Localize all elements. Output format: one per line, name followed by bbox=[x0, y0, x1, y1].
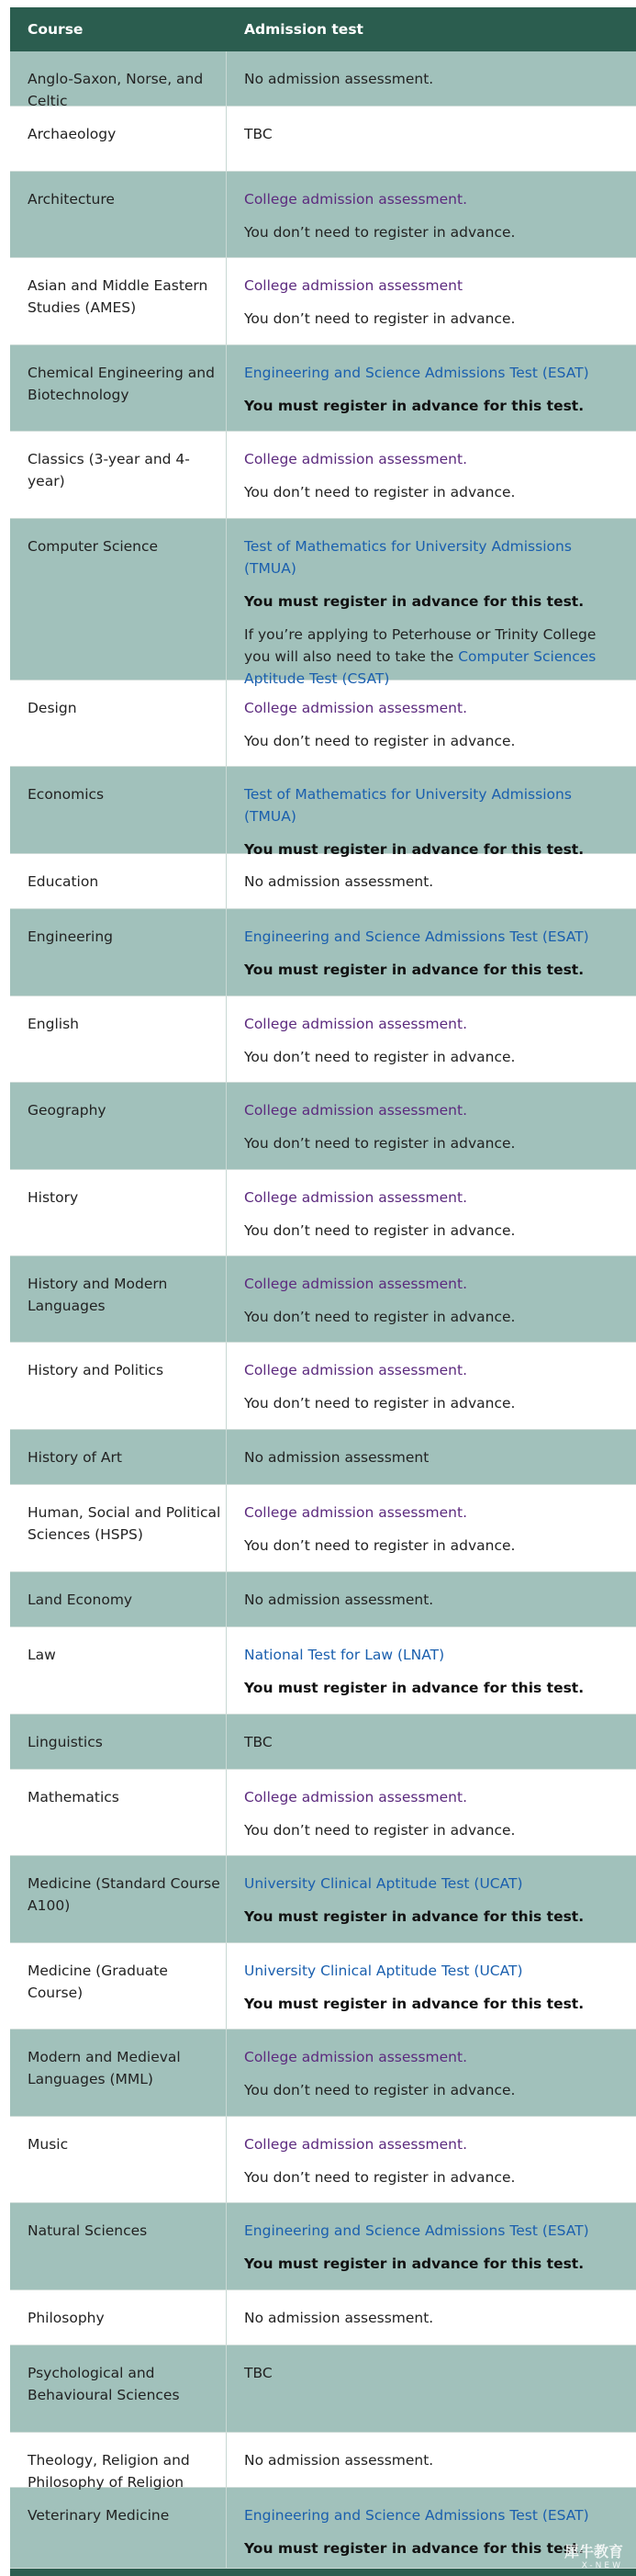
table-row bbox=[10, 767, 636, 858]
registration-note: You must register in advance for this test. bbox=[244, 841, 585, 858]
note-text: TBC bbox=[244, 2365, 273, 2381]
note-text: You don’t need to register in advance. bbox=[244, 224, 516, 241]
table-row bbox=[10, 1485, 636, 1572]
registration-note: You must register in advance for this test. bbox=[244, 2540, 585, 2557]
admission-test-cell bbox=[227, 258, 636, 344]
admission-test-cell bbox=[227, 1627, 636, 1714]
admission-test-cell bbox=[227, 854, 636, 908]
table-row bbox=[10, 1715, 636, 1770]
assessment-text bbox=[244, 730, 623, 752]
assessment-text bbox=[244, 2166, 623, 2188]
assessment-line bbox=[244, 275, 623, 297]
assessment-line bbox=[244, 1873, 623, 1895]
admission-test-cell bbox=[227, 2203, 636, 2289]
note-text: TBC bbox=[244, 126, 273, 142]
admission-test-cell bbox=[227, 1943, 636, 2029]
assessment-text bbox=[244, 1731, 623, 1753]
registration-note: You must register in advance for this test. bbox=[244, 1680, 585, 1696]
course-name: Engineering bbox=[10, 909, 227, 996]
admission-test-cell bbox=[227, 519, 636, 687]
note-text: TBC bbox=[244, 1734, 273, 1750]
table-row bbox=[10, 1572, 636, 1627]
course-name: Modern and Medieval Languages (MML) bbox=[10, 2030, 227, 2116]
table-row bbox=[10, 1770, 636, 1856]
table-row bbox=[10, 2117, 636, 2203]
admission-test-cell bbox=[227, 1770, 636, 1855]
assessment-line bbox=[244, 188, 623, 210]
admission-test-cell bbox=[227, 909, 636, 996]
assessment-line bbox=[244, 1359, 623, 1381]
course-name: English bbox=[10, 996, 227, 1082]
csat-link[interactable]: Computer Sciences Aptitude Test (CSAT) bbox=[244, 648, 597, 687]
table-row bbox=[10, 1083, 636, 1170]
admission-test-cell bbox=[227, 51, 636, 106]
assessment-line bbox=[244, 1960, 623, 1982]
course-name: Anglo-Saxon, Norse, and Celtic bbox=[10, 51, 227, 106]
course-name: Economics bbox=[10, 767, 227, 853]
note-text: You don’t need to register in advance. bbox=[244, 1395, 516, 1412]
watermark-main-text: 犀牛教育 bbox=[563, 2543, 623, 2560]
admission-test-cell bbox=[227, 1430, 636, 1484]
course-name: Theology, Religion and Philosophy of Religion bbox=[10, 2433, 227, 2487]
admission-test-cell bbox=[227, 107, 636, 171]
course-name: Computer Science bbox=[10, 519, 227, 680]
assessment-line bbox=[244, 448, 623, 470]
note-text: No admission assessment. bbox=[244, 873, 434, 890]
assessment-link[interactable]: College admission assessment. bbox=[244, 2136, 467, 2153]
assessment-link[interactable]: College admission assessment. bbox=[244, 700, 467, 716]
course-name: Veterinary Medicine bbox=[10, 2488, 227, 2568]
assessment-line bbox=[244, 535, 623, 579]
table-row bbox=[10, 909, 636, 996]
assessment-text bbox=[244, 1392, 623, 1414]
assessment-link[interactable]: Engineering and Science Admissions Test (ESAT) bbox=[244, 2222, 589, 2239]
assessment-line bbox=[244, 362, 623, 384]
course-name: History of Art bbox=[10, 1430, 227, 1484]
assessment-link[interactable]: College admission assessment. bbox=[244, 1189, 467, 1206]
assessment-text bbox=[244, 1819, 623, 1841]
note-text: You don’t need to register in advance. bbox=[244, 310, 516, 327]
note-text: No admission assessment bbox=[244, 1449, 430, 1466]
note-text: You don’t need to register in advance. bbox=[244, 1309, 516, 1325]
table-row bbox=[10, 2488, 636, 2569]
course-name: Medicine (Graduate Course) bbox=[10, 1943, 227, 2029]
assessment-link[interactable]: College admission assessment. bbox=[244, 451, 467, 467]
assessment-link[interactable]: Engineering and Science Admissions Test (ESAT) bbox=[244, 928, 589, 945]
admission-test-cell bbox=[227, 345, 636, 431]
assessment-line bbox=[244, 1187, 623, 1209]
admission-test-cell bbox=[227, 2345, 636, 2432]
assessment-text bbox=[244, 1132, 623, 1154]
registration-note: You must register in advance for this test. bbox=[244, 593, 585, 610]
assessment-line bbox=[244, 1099, 623, 1121]
admission-test-cell bbox=[227, 1343, 636, 1429]
admission-test-cell bbox=[227, 2433, 636, 2487]
assessment-link[interactable]: Test of Mathematics for University Admissions (TMUA) bbox=[244, 538, 572, 577]
assessment-text bbox=[244, 308, 623, 330]
table-row bbox=[10, 107, 636, 172]
table-row bbox=[10, 51, 636, 107]
assessment-text bbox=[244, 1589, 623, 1611]
assessment-line bbox=[244, 783, 623, 827]
course-name: Geography bbox=[10, 1083, 227, 1169]
table-row bbox=[10, 2030, 636, 2117]
table-row bbox=[10, 345, 636, 432]
table-row bbox=[10, 1343, 636, 1430]
course-name: Law bbox=[10, 1627, 227, 1714]
note-text: No admission assessment. bbox=[244, 2452, 434, 2469]
assessment-text bbox=[244, 1220, 623, 1242]
assessment-line bbox=[244, 1644, 623, 1666]
admission-test-cell bbox=[227, 1715, 636, 1769]
note-text: You don’t need to register in advance. bbox=[244, 2082, 516, 2098]
table-bottom-border bbox=[10, 2569, 636, 2576]
course-name: Chemical Engineering and Biotechnology bbox=[10, 345, 227, 431]
course-name: Architecture bbox=[10, 172, 227, 257]
note-text: You don’t need to register in advance. bbox=[244, 733, 516, 749]
assessment-text bbox=[244, 123, 623, 145]
table-header-row bbox=[10, 7, 636, 51]
course-name: Natural Sciences bbox=[10, 2203, 227, 2289]
assessment-text bbox=[244, 1046, 623, 1068]
table-row bbox=[10, 519, 636, 687]
note-text: You don’t need to register in advance. bbox=[244, 1135, 516, 1152]
admission-test-cell bbox=[227, 1856, 636, 1942]
watermark-logo bbox=[564, 2540, 623, 2570]
assessment-link[interactable]: Test of Mathematics for University Admissions (TMUA) bbox=[244, 786, 572, 825]
assessment-text bbox=[244, 68, 623, 90]
assessment-line bbox=[244, 1786, 623, 1808]
registration-note: You must register in advance for this test. bbox=[244, 2255, 585, 2272]
column-header-course: Course bbox=[28, 21, 84, 38]
table-row bbox=[10, 2433, 636, 2491]
note-text: You don’t need to register in advance. bbox=[244, 1049, 516, 1065]
table-row bbox=[10, 2345, 636, 2433]
admission-test-cell bbox=[227, 681, 636, 766]
assessment-text bbox=[244, 871, 623, 893]
assessment-line bbox=[244, 2046, 623, 2068]
course-name: Design bbox=[10, 681, 227, 766]
assessment-text bbox=[244, 2362, 623, 2384]
course-name: Asian and Middle Eastern Studies (AMES) bbox=[10, 258, 227, 344]
table-row bbox=[10, 1856, 636, 1943]
admission-test-cell bbox=[227, 2030, 636, 2116]
course-name: History bbox=[10, 1170, 227, 1255]
course-name: Classics (3-year and 4-year) bbox=[10, 432, 227, 518]
admission-test-cell bbox=[227, 2290, 636, 2345]
note-text: No admission assessment. bbox=[244, 2310, 434, 2326]
assessment-link[interactable]: College admission assessment. bbox=[244, 1504, 467, 1521]
admission-test-cell bbox=[227, 1485, 636, 1571]
assessment-link[interactable]: College admission assessment. bbox=[244, 191, 467, 208]
assessment-text bbox=[244, 2079, 623, 2101]
assessment-line bbox=[244, 1502, 623, 1524]
assessment-link[interactable]: College admission assessment. bbox=[244, 1789, 467, 1805]
course-name: Education bbox=[10, 854, 227, 908]
admission-test-cell bbox=[227, 1170, 636, 1255]
note-text: You don’t need to register in advance. bbox=[244, 1222, 516, 1239]
course-name: Medicine (Standard Course A100) bbox=[10, 1856, 227, 1942]
admission-test-cell bbox=[227, 996, 636, 1082]
note-text: You don’t need to register in advance. bbox=[244, 2169, 516, 2186]
table-row bbox=[10, 432, 636, 519]
assessment-link[interactable]: College admission assessment. bbox=[244, 1276, 467, 1292]
course-name: Mathematics bbox=[10, 1770, 227, 1855]
note-text: You don’t need to register in advance. bbox=[244, 1537, 516, 1554]
assessment-link[interactable]: University Clinical Aptitude Test (UCAT) bbox=[244, 1875, 523, 1892]
assessment-link[interactable]: College admission assessment. bbox=[244, 1102, 467, 1119]
admission-test-cell bbox=[227, 1256, 636, 1342]
table-row bbox=[10, 1170, 636, 1256]
assessment-text bbox=[244, 2307, 623, 2329]
table-row bbox=[10, 1627, 636, 1715]
assessment-line bbox=[244, 697, 623, 719]
table-row bbox=[10, 996, 636, 1083]
assessment-line bbox=[244, 926, 623, 948]
assessment-line bbox=[244, 2133, 623, 2155]
admission-test-cell bbox=[227, 2117, 636, 2202]
assessment-line bbox=[244, 1273, 623, 1295]
column-header-admission-test: Admission test bbox=[244, 21, 363, 38]
assessment-link[interactable]: Engineering and Science Admissions Test (ESAT) bbox=[244, 2507, 589, 2524]
table-row bbox=[10, 2290, 636, 2345]
table-row bbox=[10, 1256, 636, 1343]
note-text: No admission assessment. bbox=[244, 1592, 434, 1608]
course-name: History and Politics bbox=[10, 1343, 227, 1429]
assessment-line bbox=[244, 1013, 623, 1035]
table-body bbox=[10, 51, 636, 2569]
assessment-link[interactable]: Engineering and Science Admissions Test (ESAT) bbox=[244, 365, 589, 381]
table-row bbox=[10, 258, 636, 345]
course-name: Philosophy bbox=[10, 2290, 227, 2345]
course-name: Archaeology bbox=[10, 107, 227, 171]
course-name: Psychological and Behavioural Sciences bbox=[10, 2345, 227, 2432]
assessment-link[interactable]: College admission assessment bbox=[244, 277, 463, 294]
note-text: If you’re applying to Peterhouse or Trinity College you will also need to take the bbox=[244, 626, 597, 665]
course-name: Land Economy bbox=[10, 1572, 227, 1626]
admission-test-cell bbox=[227, 1572, 636, 1626]
admission-test-cell bbox=[227, 1083, 636, 1169]
assessment-text bbox=[244, 1446, 623, 1468]
assessment-link[interactable]: College admission assessment. bbox=[244, 1016, 467, 1032]
course-name: Human, Social and Political Sciences (HSPS) bbox=[10, 1485, 227, 1571]
note-text: No admission assessment. bbox=[244, 71, 434, 87]
note-text: You don’t need to register in advance. bbox=[244, 1822, 516, 1839]
table-row bbox=[10, 1943, 636, 2030]
registration-note: You must register in advance for this test. bbox=[244, 398, 585, 414]
admission-test-cell bbox=[227, 432, 636, 518]
assessment-line bbox=[244, 2504, 623, 2526]
assessment-line bbox=[244, 2220, 623, 2242]
table-row bbox=[10, 854, 636, 909]
registration-note: You must register in advance for this test. bbox=[244, 1908, 585, 1925]
admission-table bbox=[10, 7, 636, 2569]
admission-test-cell bbox=[227, 172, 636, 257]
assessment-text bbox=[244, 481, 623, 503]
assessment-text bbox=[244, 1306, 623, 1328]
course-name: Linguistics bbox=[10, 1715, 227, 1769]
watermark-sub-text: X-NEW bbox=[581, 2561, 623, 2570]
table-row bbox=[10, 1430, 636, 1485]
assessment-link[interactable]: University Clinical Aptitude Test (UCAT) bbox=[244, 1963, 523, 1979]
table-row bbox=[10, 2203, 636, 2290]
table-row bbox=[10, 172, 636, 258]
registration-note: You must register in advance for this test. bbox=[244, 1996, 585, 2012]
course-name: History and Modern Languages bbox=[10, 1256, 227, 1342]
assessment-link[interactable]: College admission assessment. bbox=[244, 1362, 467, 1378]
assessment-text bbox=[244, 2449, 623, 2471]
assessment-text bbox=[244, 1535, 623, 1557]
admission-test-cell bbox=[227, 767, 636, 858]
course-name: Music bbox=[10, 2117, 227, 2202]
table-row bbox=[10, 681, 636, 767]
assessment-link[interactable]: College admission assessment. bbox=[244, 2049, 467, 2065]
assessment-link[interactable]: National Test for Law (LNAT) bbox=[244, 1647, 445, 1663]
registration-note: You must register in advance for this test. bbox=[244, 962, 585, 978]
note-text: You don’t need to register in advance. bbox=[244, 484, 516, 501]
assessment-text bbox=[244, 221, 623, 243]
